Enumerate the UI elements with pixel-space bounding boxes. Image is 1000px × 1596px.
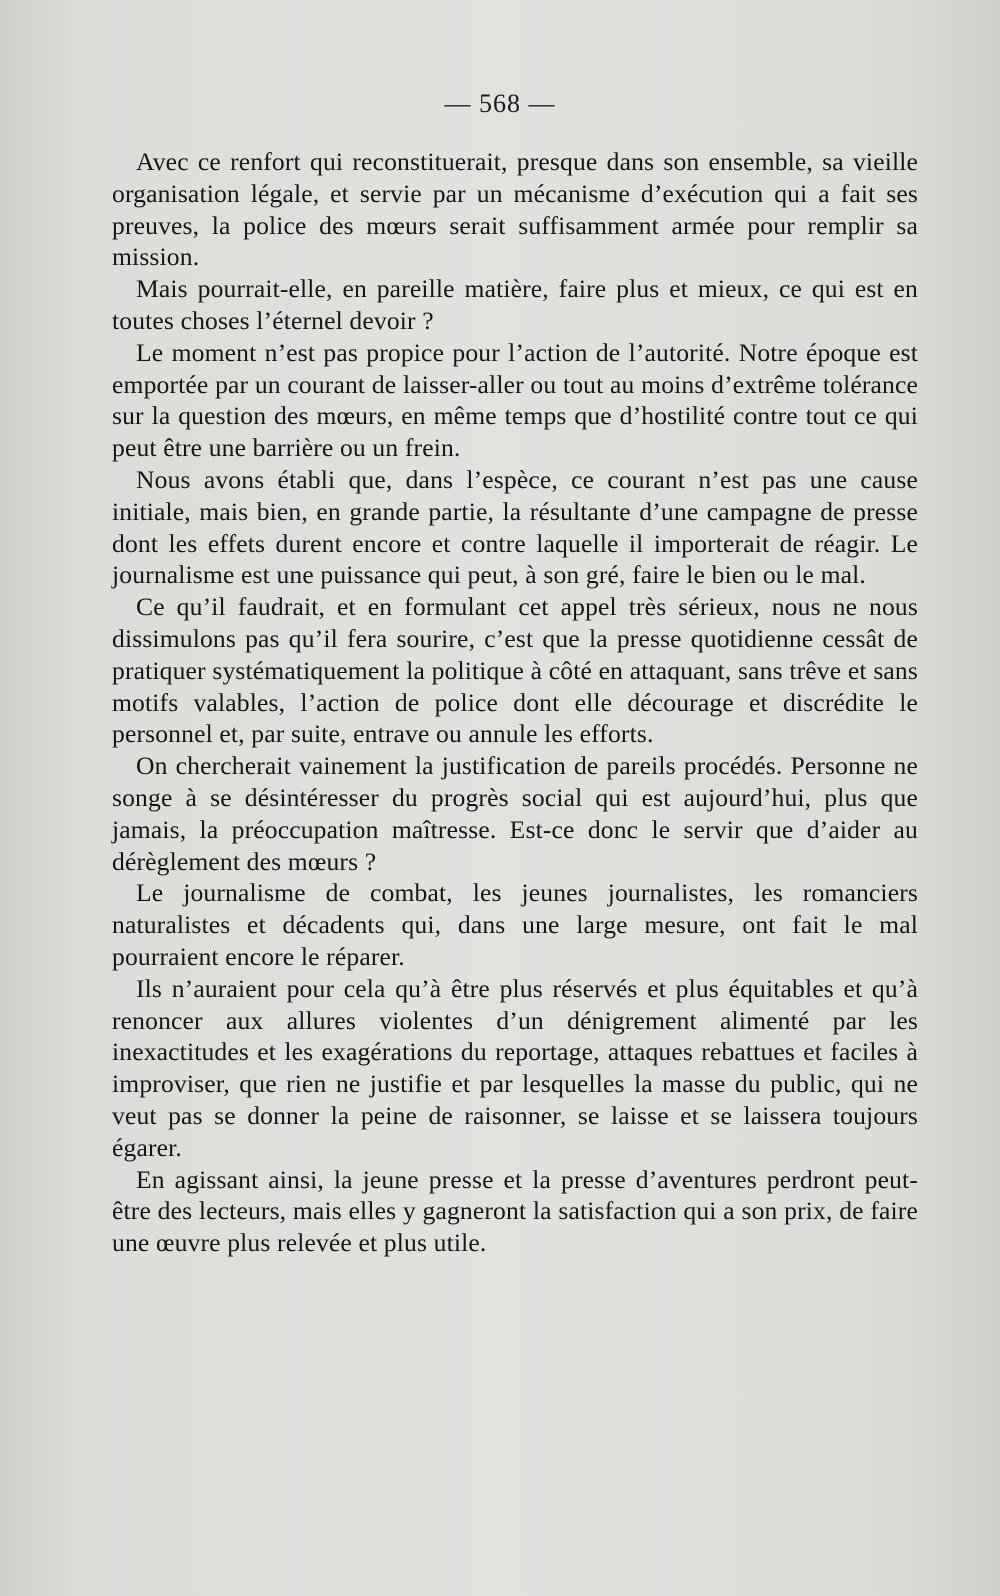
page-number: — 568 — xyxy=(444,89,556,118)
paragraph: Avec ce renfort qui reconstituerait, presque dans son ensemble, sa vieille organisation légale, et servie par un mécanisme d’exécution qui a fait ses preuves, la police des mœurs serait suffisamment armée pour remplir sa mission. xyxy=(112,147,918,272)
paragraph: Le moment n’est pas propice pour l’action de l’autorité. Notre époque est emportée par un courant de laisser-aller ou tout au moins d’extrême tolérance sur la question des mœurs, en même temps que d’hostilité contre tout ce qui peut être une barrière ou un frein. xyxy=(112,337,918,463)
paragraph: On chercherait vainement la justification de pareils procédés. Personne ne songe à se désintéresser du progrès social qui est aujourd’hui, plus que jamais, la préoccupation maîtresse. Est-ce donc le servir que d’aider au dérèglement des mœurs ? xyxy=(112,751,918,876)
paragraph: Ce qu’il faudrait, et en formulant cet appel très sérieux, nous ne nous dissimulons pas qu’il fera sourire, c’est que la presse quotidienne cessât de pratiquer systématiquement la politique à côté en attaquant, sans trêve et sans motifs valables, l’action de police dont elle décourage et discrédite le personnel et, par suite, entrave ou annule les efforts. xyxy=(112,592,918,749)
paragraph: Ils n’auraient pour cela qu’à être plus réservés et plus équitables et qu’à renoncer aux allures violentes d’un dénigrement alimenté par les inexactitudes et les exagérations du reportage, attaques rebattues et faciles à improviser, que rien ne justifie et par lesquelles la masse du public, qui ne veut pas se donner la peine de raisonner, se laisse et se laissera toujours égarer. xyxy=(112,973,918,1162)
paragraph: Mais pourrait-elle, en pareille matière, faire plus et mieux, ce qui est en toutes choses l’éternel devoir ? xyxy=(112,274,918,335)
paragraph: Nous avons établi que, dans l’espèce, ce courant n’est pas une cause initiale, mais bien, en grande partie, la résultante d’une campagne de presse dont les effets durent encore et contre laquelle il importerait de réagir. Le journalisme est une puissance qui peut, à son gré, faire le bien ou le mal. xyxy=(112,464,918,590)
paragraph: Le journalisme de combat, les jeunes journalistes, les romanciers naturalistes et décadents qui, dans une large mesure, ont fait le mal pourraient encore le réparer. xyxy=(112,878,918,971)
paragraph: En agissant ainsi, la jeune presse et la presse d’aventures perdront peut-être des lecteurs, mais elles y gagneront la satisfaction qui a son prix, de faire une œuvre plus relevée et plus utile. xyxy=(112,1164,918,1258)
body-text xyxy=(112,146,918,1259)
